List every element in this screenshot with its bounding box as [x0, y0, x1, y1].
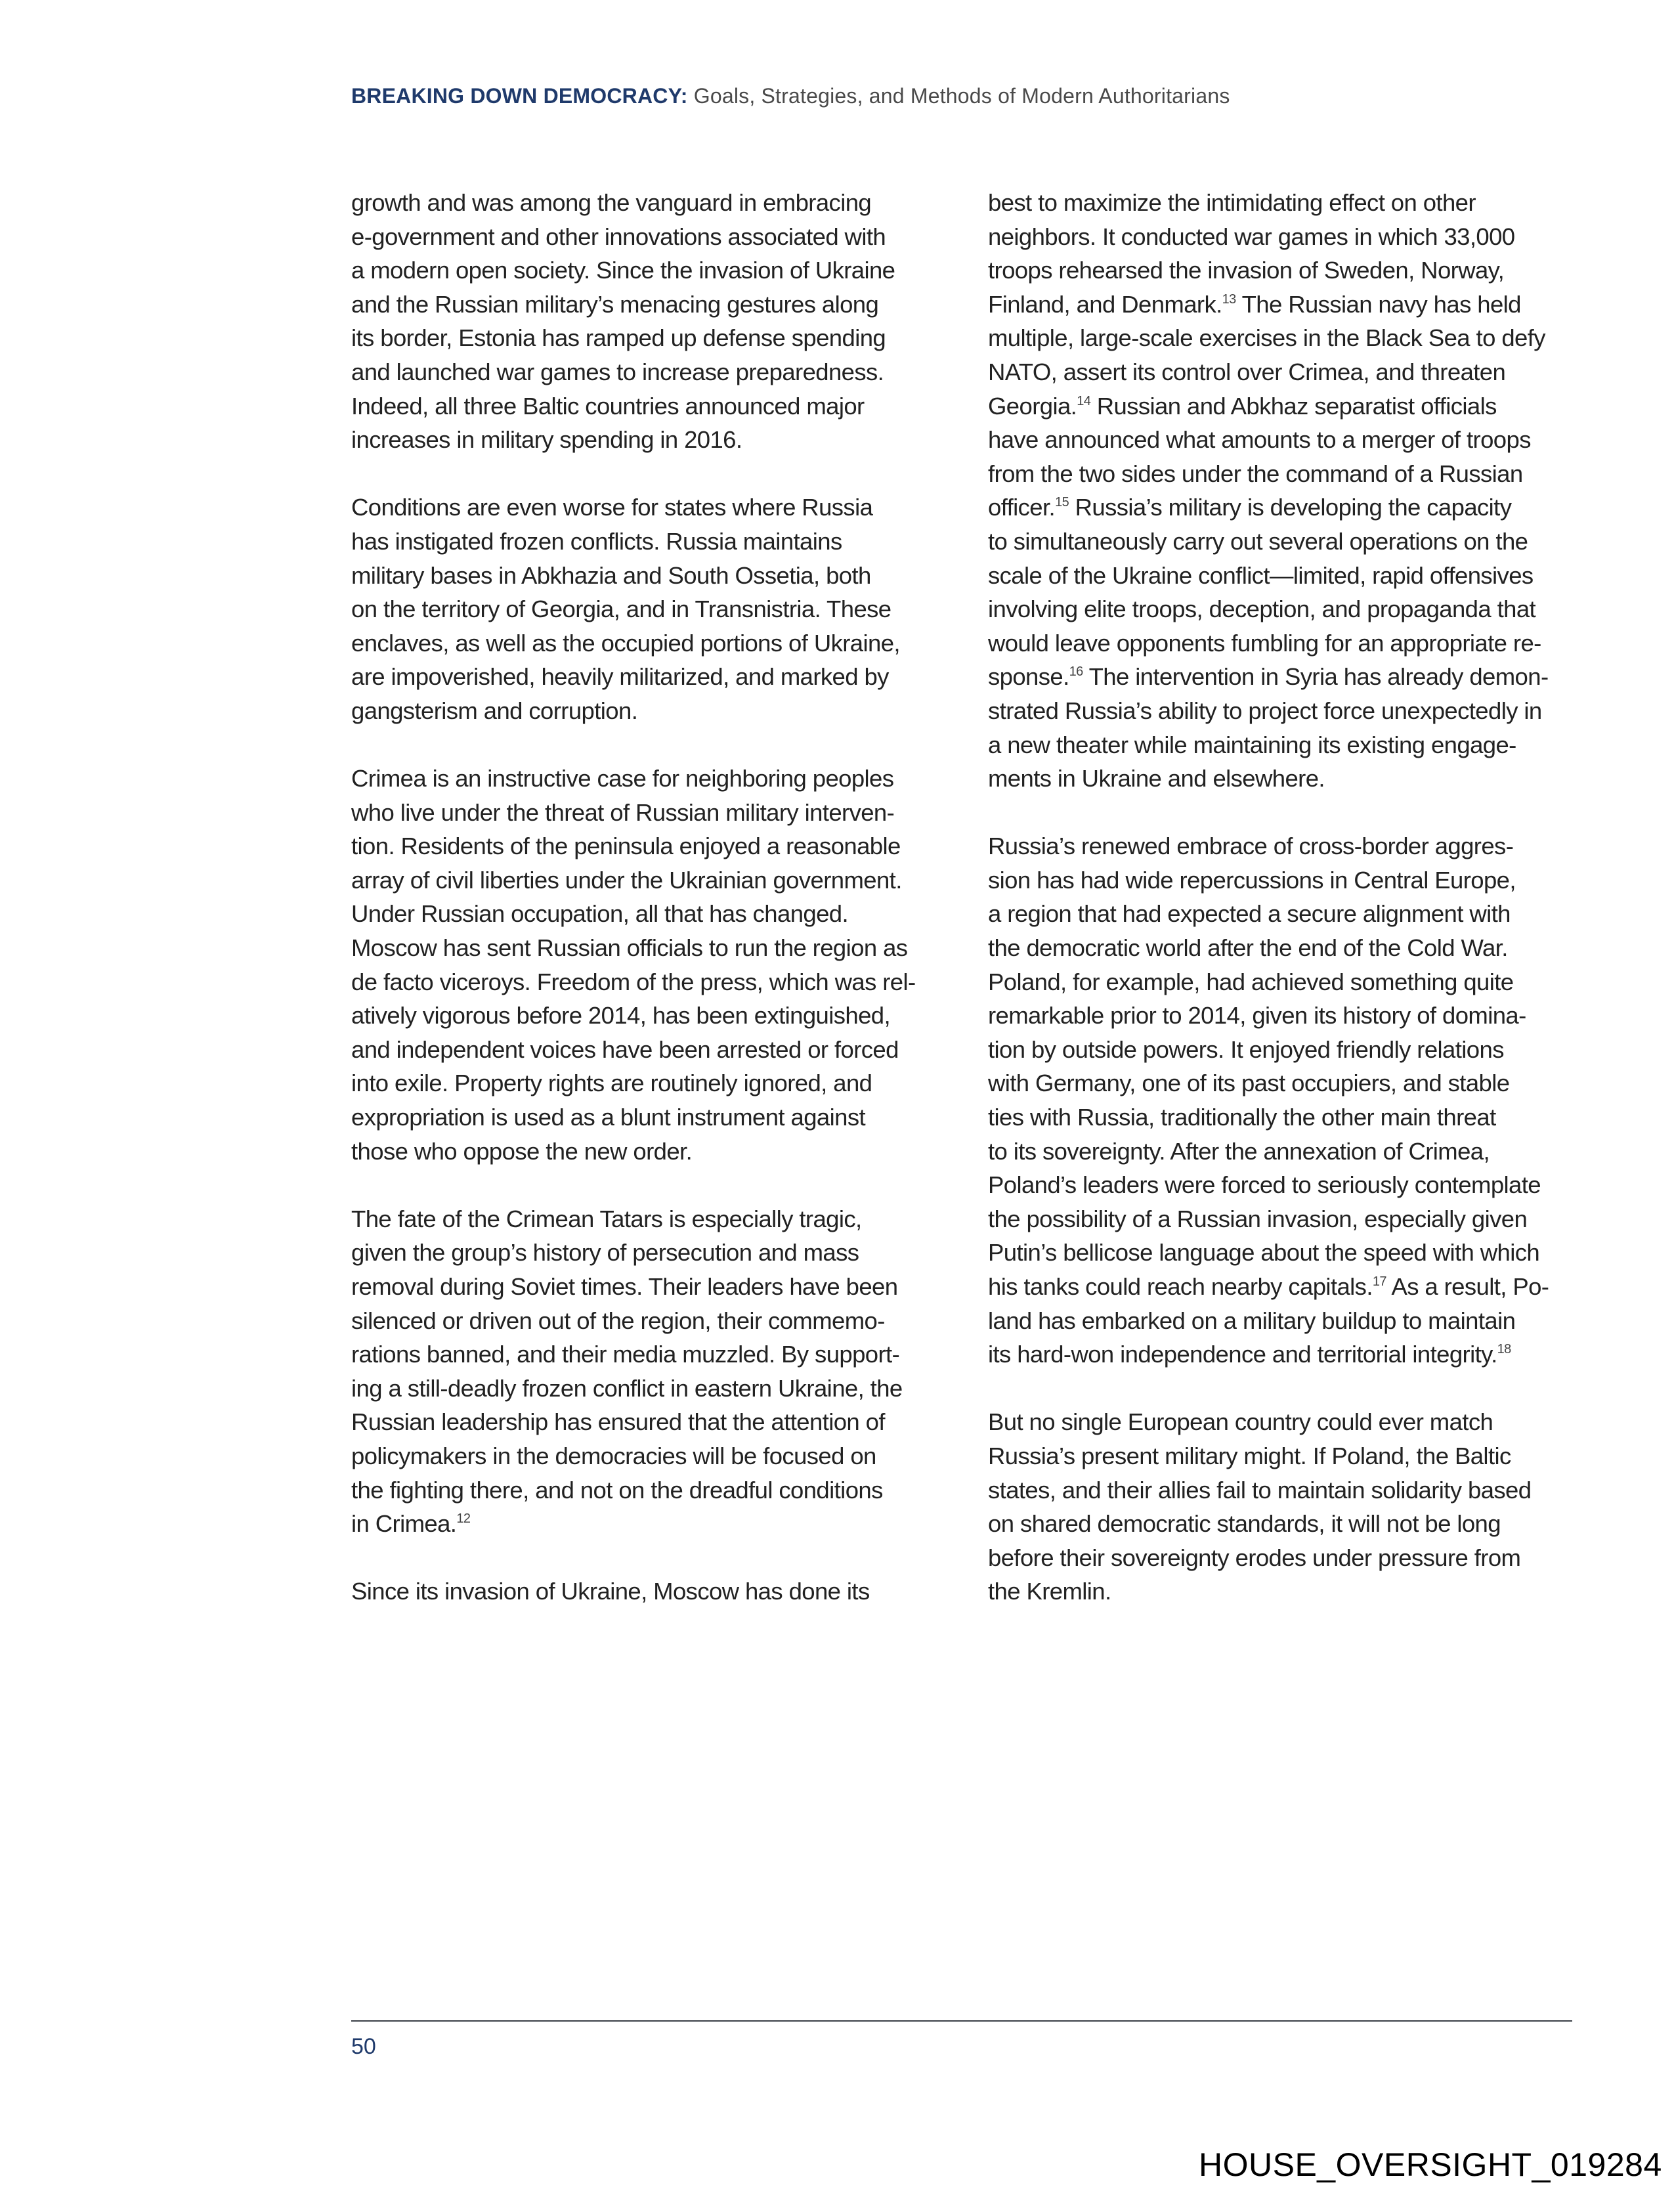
- text-line: sion has had wide repercussions in Central Europe,: [988, 866, 1516, 894]
- text-line: would leave opponents fumbling for an appropriate re-: [988, 629, 1541, 657]
- text-line: enclaves, as well as the occupied portions of Ukraine,: [351, 629, 900, 657]
- text-line: Russia’s renewed embrace of cross-border aggres-: [988, 833, 1514, 860]
- text-fragment: Russia’s military is developing the capacity: [1069, 494, 1512, 521]
- text-line: multiple, large-scale exercises in the Black Sea to defy: [988, 324, 1545, 352]
- text-line: [988, 288, 1572, 322]
- text-fragment: Finland, and Denmark.: [988, 290, 1222, 318]
- paragraph-moscow-intro: [351, 1574, 935, 1609]
- text-line: [988, 490, 1572, 525]
- text-line: from the two sides under the command of a Russian: [988, 460, 1523, 487]
- paragraph-intimidation: [988, 186, 1572, 796]
- paragraph-crimea: [351, 762, 935, 1168]
- text-line: on the territory of Georgia, and in Transnistria. These: [351, 596, 891, 623]
- text-line: [988, 1337, 1572, 1372]
- text-line: Since its invasion of Ukraine, Moscow has done its: [351, 1578, 870, 1605]
- text-fragment: The Russian navy has held: [1235, 290, 1521, 318]
- text-line: ments in Ukraine and elsewhere.: [988, 765, 1325, 792]
- text-line: Poland, for example, had achieved something quite: [988, 968, 1514, 995]
- text-line: the Kremlin.: [988, 1578, 1111, 1605]
- footnote-ref-16[interactable]: 16: [1069, 664, 1083, 680]
- paragraph-conclusion: [988, 1405, 1572, 1609]
- text-line: a modern open society. Since the invasion of Ukraine: [351, 257, 895, 284]
- text-line: those who oppose the new order.: [351, 1137, 693, 1165]
- text-line: to simultaneously carry out several operations on the: [988, 527, 1528, 555]
- running-header-series: BREAKING DOWN DEMOCRACY:: [351, 84, 688, 108]
- text-line: Crimea is an instructive case for neighboring peoples: [351, 765, 894, 792]
- text-line: before their sovereignty erodes under pressure from: [988, 1544, 1521, 1571]
- text-line: land has embarked on a military buildup to maintain: [988, 1307, 1516, 1334]
- text-line: has instigated frozen conflicts. Russia maintains: [351, 527, 842, 555]
- text-line: its border, Estonia has ramped up defense spending: [351, 324, 886, 352]
- text-line: best to maximize the intimidating effect on other: [988, 189, 1476, 216]
- text-line: ties with Russia, traditionally the other main threat: [988, 1104, 1496, 1131]
- text-line: neighbors. It conducted war games in which 33,000: [988, 223, 1515, 250]
- text-fragment: The intervention in Syria has already demon-: [1083, 663, 1549, 691]
- text-line: Putin’s bellicose language about the speed with which: [988, 1239, 1540, 1267]
- text-line: the possibility of a Russian invasion, especially given: [988, 1205, 1528, 1232]
- text-line: tion by outside powers. It enjoyed friendly relations: [988, 1035, 1504, 1063]
- text-line: and independent voices have been arrested or forced: [351, 1035, 899, 1063]
- text-line: involving elite troops, deception, and propaganda that: [988, 596, 1536, 623]
- text-line: military bases in Abkhazia and South Ossetia, both: [351, 561, 871, 589]
- text-line: states, and their allies fail to maintain solidarity based: [988, 1476, 1532, 1504]
- text-line: a new theater while maintaining its existing engage-: [988, 731, 1516, 758]
- footnote-ref-18[interactable]: 18: [1497, 1342, 1511, 1357]
- text-line: troops rehearsed the invasion of Sweden, Norway,: [988, 257, 1505, 284]
- text-line: given the group’s history of persecution and mass: [351, 1239, 859, 1267]
- text-line: removal during Soviet times. Their leaders have been: [351, 1273, 898, 1300]
- text-fragment: sponse.: [988, 663, 1069, 691]
- text-line: [351, 1507, 935, 1541]
- footnote-ref-17[interactable]: 17: [1372, 1274, 1386, 1289]
- text-line: increases in military spending in 2016.: [351, 426, 742, 454]
- text-line: have announced what amounts to a merger of troops: [988, 426, 1531, 454]
- text-line: de facto viceroys. Freedom of the press, which was rel-: [351, 968, 916, 995]
- text-line: the fighting there, and not on the dreadful conditions: [351, 1476, 883, 1504]
- paragraph-estonia: [351, 186, 935, 457]
- right-column: [988, 186, 1572, 1643]
- text-line: Russian leadership has ensured that the attention of: [351, 1408, 885, 1436]
- footer-divider: [351, 2020, 1572, 2022]
- text-line: rations banned, and their media muzzled. By support-: [351, 1341, 900, 1368]
- text-line: who live under the threat of Russian military interven-: [351, 798, 895, 826]
- text-line: NATO, assert its control over Crimea, and threaten: [988, 358, 1506, 385]
- text-fragment: his tanks could reach nearby capitals.: [988, 1273, 1373, 1300]
- text-line: ing a still-deadly frozen conflict in eastern Ukraine, the: [351, 1374, 903, 1402]
- text-fragment: its hard-won independence and territorial integrity.: [988, 1341, 1497, 1368]
- page-number: 50: [351, 2034, 376, 2059]
- text-line: gangsterism and corruption.: [351, 697, 638, 724]
- footnote-ref-15[interactable]: 15: [1055, 495, 1069, 510]
- text-line: are impoverished, heavily militarized, and marked by: [351, 663, 889, 691]
- text-line: with Germany, one of its past occupiers, and stable: [988, 1070, 1510, 1097]
- text-line: Conditions are even worse for states where Russia: [351, 494, 873, 521]
- footnote-ref-14[interactable]: 14: [1077, 393, 1091, 408]
- text-line: into exile. Property rights are routinely ignored, and: [351, 1070, 872, 1097]
- text-line: Under Russian occupation, all that has changed.: [351, 900, 849, 928]
- text-line: policymakers in the democracies will be focused on: [351, 1442, 876, 1469]
- text-line: atively vigorous before 2014, has been extinguished,: [351, 1002, 891, 1030]
- text-fragment: officer.: [988, 494, 1056, 521]
- text-line: the democratic world after the end of the Cold War.: [988, 934, 1508, 962]
- running-header-subtitle: Goals, Strategies, and Methods of Modern Authoritarians: [693, 84, 1230, 108]
- text-line: to its sovereignty. After the annexation of Crimea,: [988, 1137, 1490, 1165]
- text-line: Poland’s leaders were forced to seriously contemplate: [988, 1171, 1541, 1199]
- text-fragment: Russian and Abkhaz separatist officials: [1090, 392, 1497, 420]
- text-line: scale of the Ukraine conflict—limited, rapid offensives: [988, 561, 1534, 589]
- footnote-ref-12[interactable]: 12: [456, 1511, 471, 1527]
- paragraph-central-europe: [988, 829, 1572, 1372]
- text-line: The fate of the Crimean Tatars is especially tragic,: [351, 1205, 862, 1232]
- text-line: Moscow has sent Russian officials to run the region as: [351, 934, 908, 962]
- text-line: silenced or driven out of the region, their commemo-: [351, 1307, 885, 1334]
- text-line: tion. Residents of the peninsula enjoyed a reasonable: [351, 833, 901, 860]
- text-line: and the Russian military’s menacing gestures along: [351, 290, 879, 318]
- text-line: strated Russia’s ability to project force unexpectedly in: [988, 697, 1542, 724]
- text-line: growth and was among the vanguard in embracing: [351, 189, 872, 216]
- text-line: remarkable prior to 2014, given its history of domina-: [988, 1002, 1526, 1030]
- text-fragment: As a result, Po-: [1386, 1273, 1549, 1300]
- text-line: and launched war games to increase preparedness.: [351, 358, 884, 385]
- text-line: Russia’s present military might. If Poland, the Baltic: [988, 1442, 1511, 1469]
- text-line: Indeed, all three Baltic countries announced major: [351, 392, 865, 420]
- bates-stamp: HOUSE_OVERSIGHT_019284: [1199, 2146, 1662, 2183]
- text-line: a region that had expected a secure alignment with: [988, 900, 1511, 928]
- text-line: array of civil liberties under the Ukrainian government.: [351, 866, 902, 894]
- text-fragment: in Crimea.: [351, 1510, 457, 1538]
- text-line: [988, 389, 1572, 423]
- text-fragment: Georgia.: [988, 392, 1077, 420]
- left-column: [351, 186, 935, 1643]
- text-line: [988, 1270, 1572, 1304]
- text-line: But no single European country could ever match: [988, 1408, 1493, 1436]
- paragraph-crimean-tatars: [351, 1202, 935, 1541]
- running-header: [351, 84, 1230, 108]
- text-line: expropriation is used as a blunt instrument against: [351, 1104, 866, 1131]
- text-line: on shared democratic standards, it will not be long: [988, 1510, 1501, 1538]
- paragraph-frozen-conflicts: [351, 490, 935, 727]
- text-line: e-government and other innovations associated with: [351, 223, 886, 250]
- text-line: [988, 660, 1572, 694]
- footnote-ref-13[interactable]: 13: [1222, 292, 1236, 307]
